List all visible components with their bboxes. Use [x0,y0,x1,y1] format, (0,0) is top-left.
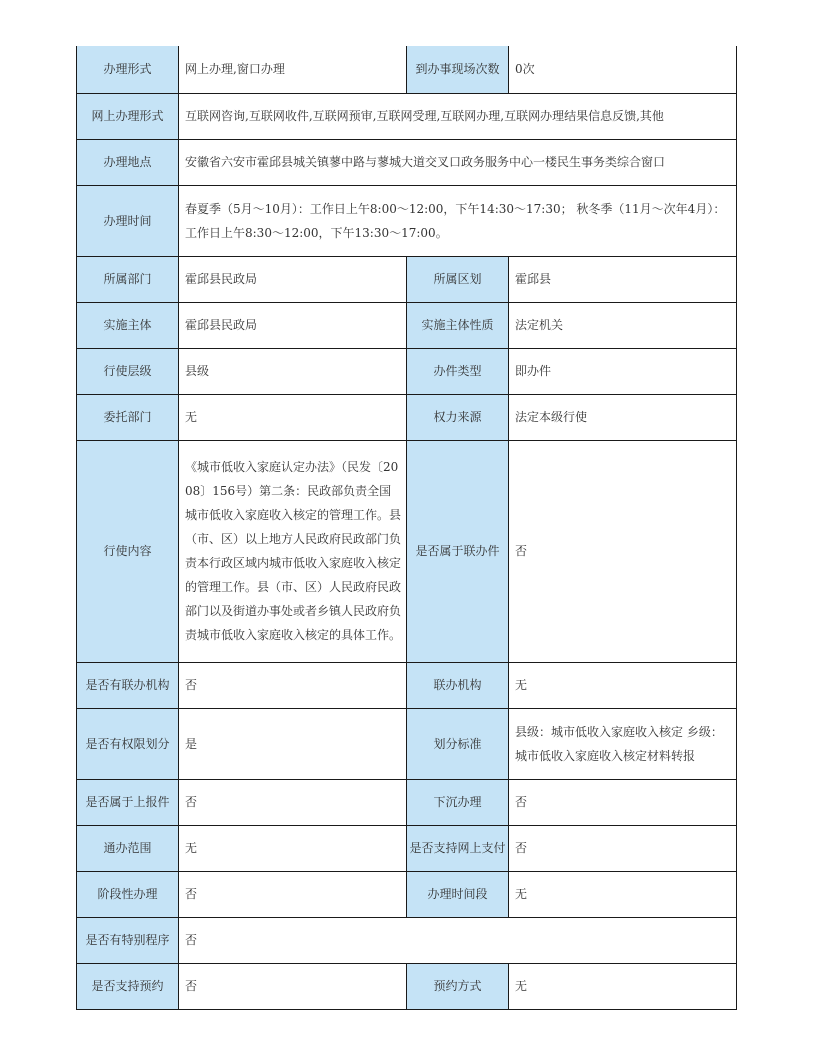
table-row [77,963,737,1009]
row-label: 到办事现场次数 [407,46,509,93]
row-label: 是否有权限划分 [77,708,179,779]
row-label: 行使层级 [77,348,179,394]
row-value: 霍邱县民政局 [179,256,407,302]
table-row [77,440,737,662]
row-label: 委托部门 [77,394,179,440]
table-row [77,348,737,394]
row-label: 办理形式 [77,46,179,93]
row-label: 联办机构 [407,662,509,708]
row-value: 即办件 [509,348,737,394]
row-value: 否 [179,917,737,963]
table-row [77,46,737,93]
row-label: 是否有特别程序 [77,917,179,963]
table-row [77,394,737,440]
row-label: 是否有联办机构 [77,662,179,708]
row-label: 实施主体 [77,302,179,348]
row-label: 是否支持网上支付 [407,825,509,871]
row-value: 春夏季（5月～10月）：工作日上午8:00～12:00，下午14:30～17:30； 秋冬季（11月～次年4月）：工作日上午8:30～12:00，下午13:30～17:00。 [179,185,737,256]
table-row [77,302,737,348]
row-value: 无 [179,825,407,871]
row-value: 否 [509,779,737,825]
row-value: 0次 [509,46,737,93]
row-value: 网上办理,窗口办理 [179,46,407,93]
table-row [77,139,737,185]
row-label: 是否属于联办件 [407,440,509,662]
table-row [77,917,737,963]
row-label: 行使内容 [77,440,179,662]
row-label: 通办范围 [77,825,179,871]
table-row [77,185,737,256]
table-row [77,93,737,139]
row-label: 下沉办理 [407,779,509,825]
row-label: 预约方式 [407,963,509,1009]
service-info-table [76,46,737,1010]
table-row [77,662,737,708]
row-value: 法定本级行使 [509,394,737,440]
row-label: 办件类型 [407,348,509,394]
row-value: 否 [509,440,737,662]
row-value: 无 [509,963,737,1009]
row-label: 所属区划 [407,256,509,302]
table-row [77,256,737,302]
row-value: 是 [179,708,407,779]
table-row [77,825,737,871]
row-label: 权力来源 [407,394,509,440]
table-row [77,779,737,825]
row-value: 否 [509,825,737,871]
row-value: 互联网咨询,互联网收件,互联网预审,互联网受理,互联网办理,互联网办理结果信息反馈,其他 [179,93,737,139]
row-label: 办理地点 [77,139,179,185]
row-value: 否 [179,963,407,1009]
row-value: 县级：城市低收入家庭收入核定 乡级：城市低收入家庭收入核定材料转报 [509,708,737,779]
row-label: 实施主体性质 [407,302,509,348]
row-value: 县级 [179,348,407,394]
row-label: 办理时间 [77,185,179,256]
row-label: 所属部门 [77,256,179,302]
row-label: 办理时间段 [407,871,509,917]
row-label: 是否支持预约 [77,963,179,1009]
row-label: 划分标准 [407,708,509,779]
table-row [77,871,737,917]
row-value: 霍邱县 [509,256,737,302]
row-value: 否 [179,871,407,917]
row-label: 网上办理形式 [77,93,179,139]
row-value: 安徽省六安市霍邱县城关镇蓼中路与蓼城大道交叉口政务服务中心一楼民生事务类综合窗口 [179,139,737,185]
row-value: 否 [179,779,407,825]
row-label: 阶段性办理 [77,871,179,917]
table-row [77,708,737,779]
row-value: 《城市低收入家庭认定办法》（民发〔2008〕156号）第二条：民政部负责全国城市低收入家庭收入核定的管理工作。县（市、区）以上地方人民政府民政部门负责本行政区域内城市低收入家庭收入核定的管理工作。县（市、区）人民政府民政部门以及街道办事处或者乡镇人民政府负责城市低收入家庭收入核定的具体工作。 [179,440,407,662]
row-value: 无 [509,871,737,917]
row-value: 无 [179,394,407,440]
row-value: 无 [509,662,737,708]
row-value: 霍邱县民政局 [179,302,407,348]
row-value: 法定机关 [509,302,737,348]
row-value: 否 [179,662,407,708]
row-label: 是否属于上报件 [77,779,179,825]
